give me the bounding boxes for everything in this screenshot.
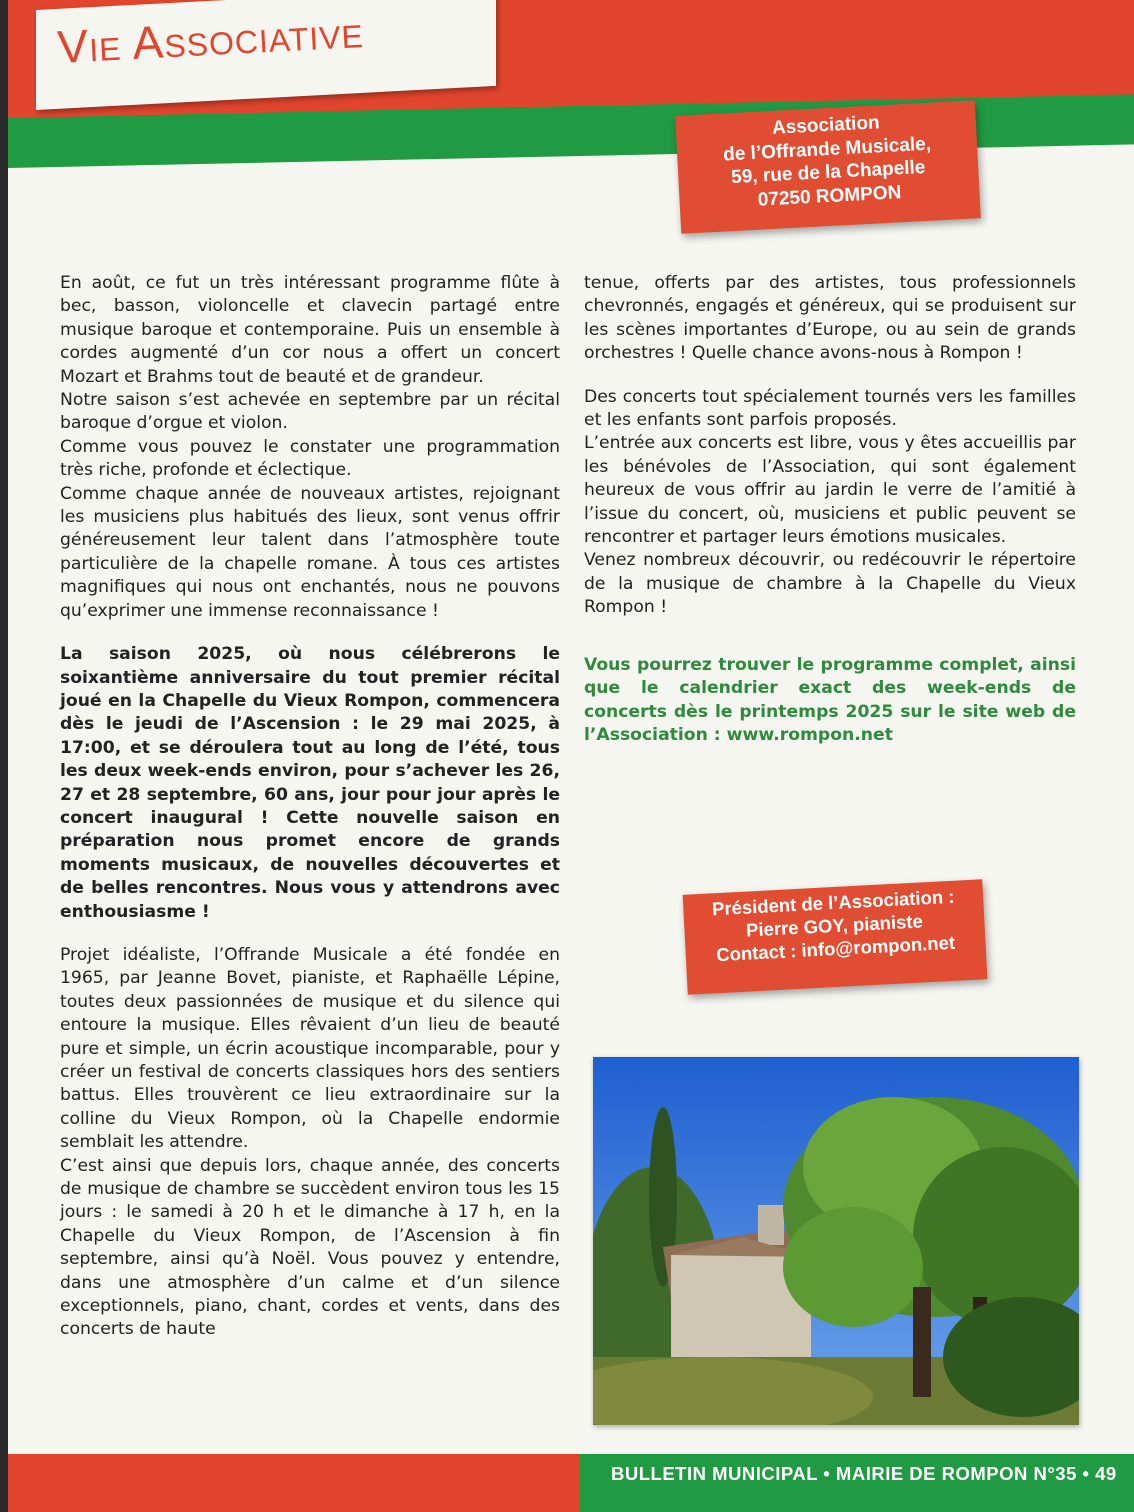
president-line: Président de l’Association :: [711, 885, 955, 920]
footer-text: BULLETIN MUNICIPAL • MAIRIE DE ROMPON N°35 • 49: [611, 1463, 1117, 1484]
left-column: [60, 272, 560, 1342]
footer-red-band: [8, 1454, 580, 1512]
paragraph: tenue, offerts par des artistes, tous professionnels chevronnés, engagés et généreux, qui se produisent sur les scènes importantes d’Europe, ou au sein de grands orchestres ! Quelle chance avons-nous à Rompon !: [584, 273, 1076, 364]
paragraph: Comme vous pouvez le constater une programmation très riche, profonde et éclectique.: [60, 436, 560, 481]
paragraph: Projet idéaliste, l’Offrande Musicale a été fondée en 1965, par Jeanne Bovet, pianiste, et Raphaëlle Lépine, toutes deux passionnées de musique et du silence qui entoure la musique. Elles rêvaient d’un lieu de beauté pure et simple, un écrin acoustique incomparable, pour y créer un festival de concerts classiques hors des sentiers battus. Elles trouvèrent ce lieu extraordinaire sur la colline du Vieux Rompon, où la Chapelle endormie semblait les attendre.: [60, 944, 560, 1153]
address-box: [675, 100, 981, 234]
president-line: Pierre GOY, pianiste: [745, 910, 924, 941]
right-column: [584, 272, 1076, 747]
contact-line: Contact : info@rompon.net: [715, 931, 956, 966]
bulletin-page: [8, 0, 1134, 1512]
section-title: Vie Associative: [56, 4, 365, 73]
paragraph: Des concerts tout spécialement tournés vers les familles et les enfants sont parfois proposés.: [584, 386, 1076, 431]
chapel-photo: [593, 1057, 1079, 1425]
paragraph: Comme chaque année de nouveaux artistes, rejoignant les musiciens plus habitués des lieux, sont venus offrir généreusement leur talent dans l’atmosphère toute particulière de la chapelle romane. À tous ces artistes magnifiques qui nous ont enchantés, nous ne pouvons qu’exprimer une immense reconnaissance !: [60, 483, 560, 621]
president-box: [683, 879, 988, 995]
paragraph: L’entrée aux concerts est libre, vous y êtes accueillis par les bénévoles de l’Association, qui sont également heureux de vous offrir au jardin le verre de l’amitié à l’issue du concert, où, musiciens et public peuvent se rencontrer et partager leurs émotions musicales.: [584, 433, 1076, 548]
paragraph: Notre saison s’est achevée en septembre par un récital baroque d’orgue et violon.: [60, 390, 560, 434]
paragraph: Venez nombreux découvrir, ou redécouvrir le répertoire de la musique de chambre à la Chapelle du Vieux Rompon !: [584, 550, 1076, 618]
address-line: de l’Offrande Musicale,: [722, 133, 932, 166]
address-line: Association: [771, 112, 881, 139]
paragraph: C’est ainsi que depuis lors, chaque année, des concerts de musique de chambre se succèdent environ tous les 15 jours : le samedi à 20 h et le dimanche à 17 h, en la Chapelle du Vieux Rompon, de l’Ascension à fin septembre, ainsi qu’à Noël. Vous pouvez y entendre, dans une atmosphère d’un calme et d’un silence exceptionnels, piano, chant, cordes et vents, dans des concerts de haute: [60, 1155, 560, 1340]
address-line: 07250 ROMPON: [757, 181, 902, 211]
paragraph: En août, ce fut un très intéressant programme flûte à bec, basson, violoncelle et clavecin partagé entre musique baroque et contemporaine. Puis un ensemble à cordes augmenté d’un cor nous a offert un concert Mozart et Brahms tout de beauté et de grandeur.: [60, 273, 560, 387]
program-info-paragraph: Vous pourrez trouver le programme complet, ainsi que le calendrier exact des week-ends de concerts dès le printemps 2025 sur le site web de l’Association : www.rompon.net: [584, 654, 1076, 745]
season-2025-paragraph: La saison 2025, où nous célébrerons le soixantième anniversaire du tout premier récital joué en la Chapelle du Vieux Rompon, commencera dès le jeudi de l’Ascension : le 29 mai 2025, à 17:00, et se déroulera tout au long de l’été, tous les deux week-ends environ, pour s’achever les 26, 27 et 28 septembre, 60 ans, jour pour jour après le concert inaugural ! Cette nouvelle saison en préparation nous promet encore de grands moments musicaux, de nouvelles découvertes et de belles rencontres. Nous vous y attendrons avec enthousiasme !: [60, 644, 560, 922]
address-line: 59, rue de la Chapelle: [730, 157, 926, 189]
